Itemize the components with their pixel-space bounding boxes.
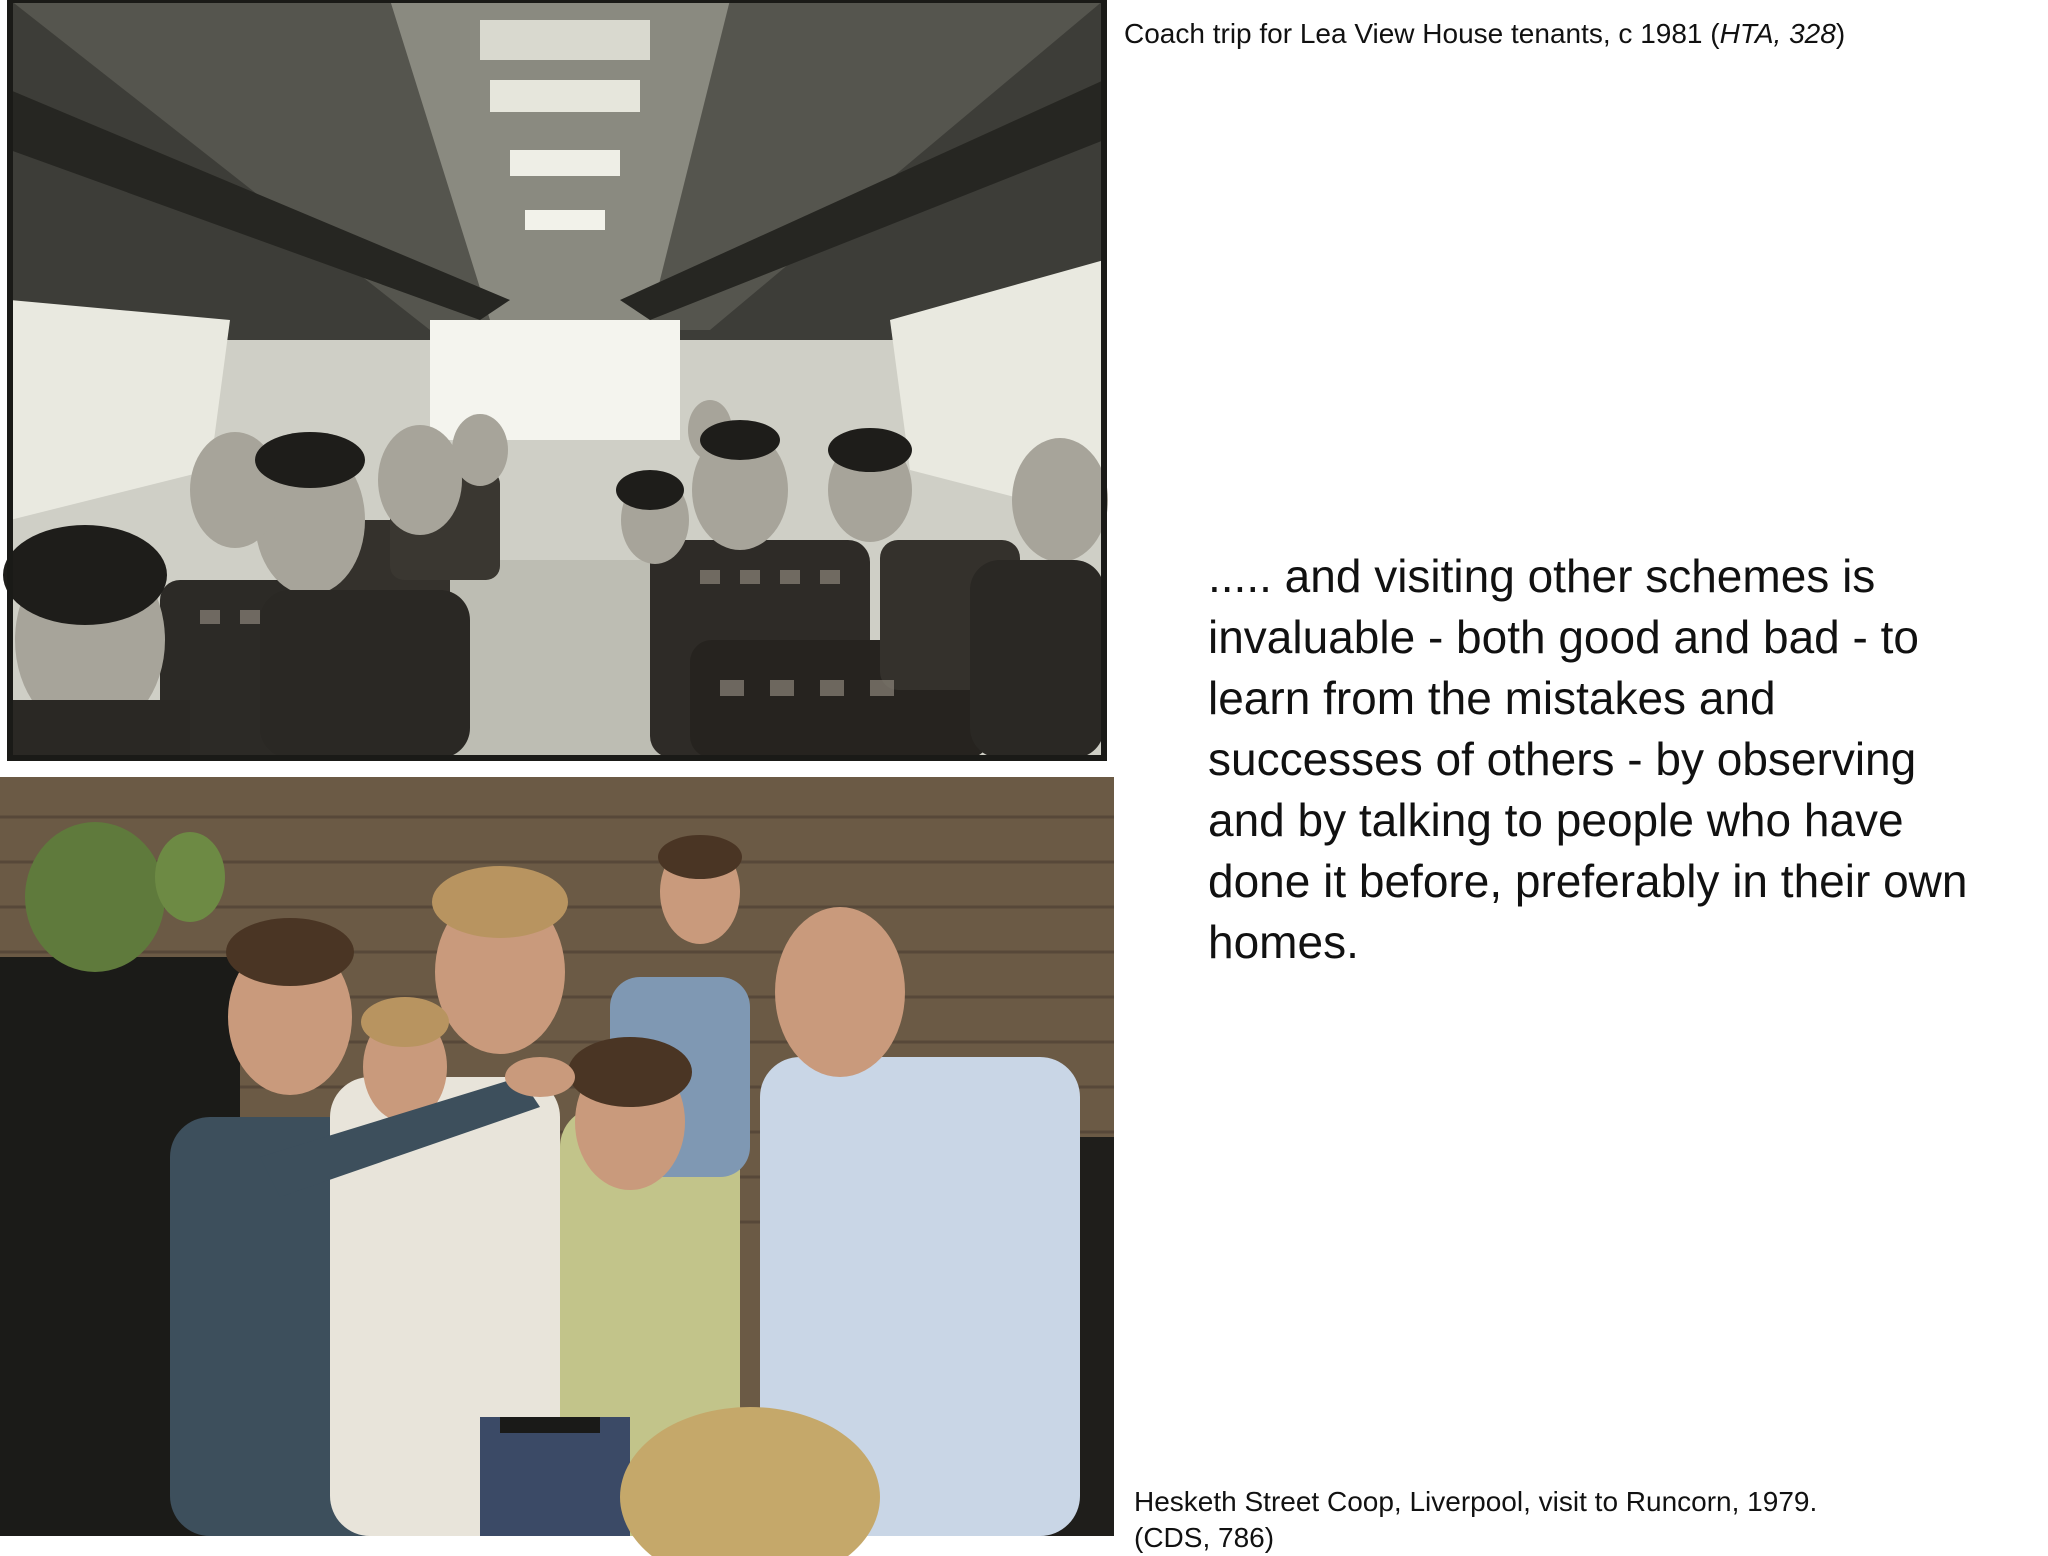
runcorn-visit-photo — [0, 777, 1114, 1536]
coach-trip-photo-image — [10, 0, 1104, 758]
coach-trip-photo — [10, 0, 1104, 758]
runcorn-visit-caption — [1134, 1484, 2034, 1556]
runcorn-visit-photo-image — [0, 777, 1114, 1536]
runcorn-visit-caption-line2: (CDS, 786) — [1134, 1522, 1275, 1553]
quote-text: ..... and visiting other schemes is invaluable - both good and bad - to learn from the mistakes and successes of others - by observing and by talking to people who have done it before, preferably in their own homes. — [1208, 550, 1968, 968]
coach-trip-caption — [1124, 16, 1845, 52]
runcorn-visit-caption-line1: Hesketh Street Coop, Liverpool, visit to Runcorn, 1979. — [1134, 1486, 1818, 1517]
coach-trip-caption-text: Coach trip for Lea View House tenants, c 1981 ( — [1124, 18, 1720, 49]
coach-trip-caption-close: ) — [1835, 18, 1846, 49]
coach-trip-caption-reference: HTA, 328 — [1719, 18, 1836, 49]
